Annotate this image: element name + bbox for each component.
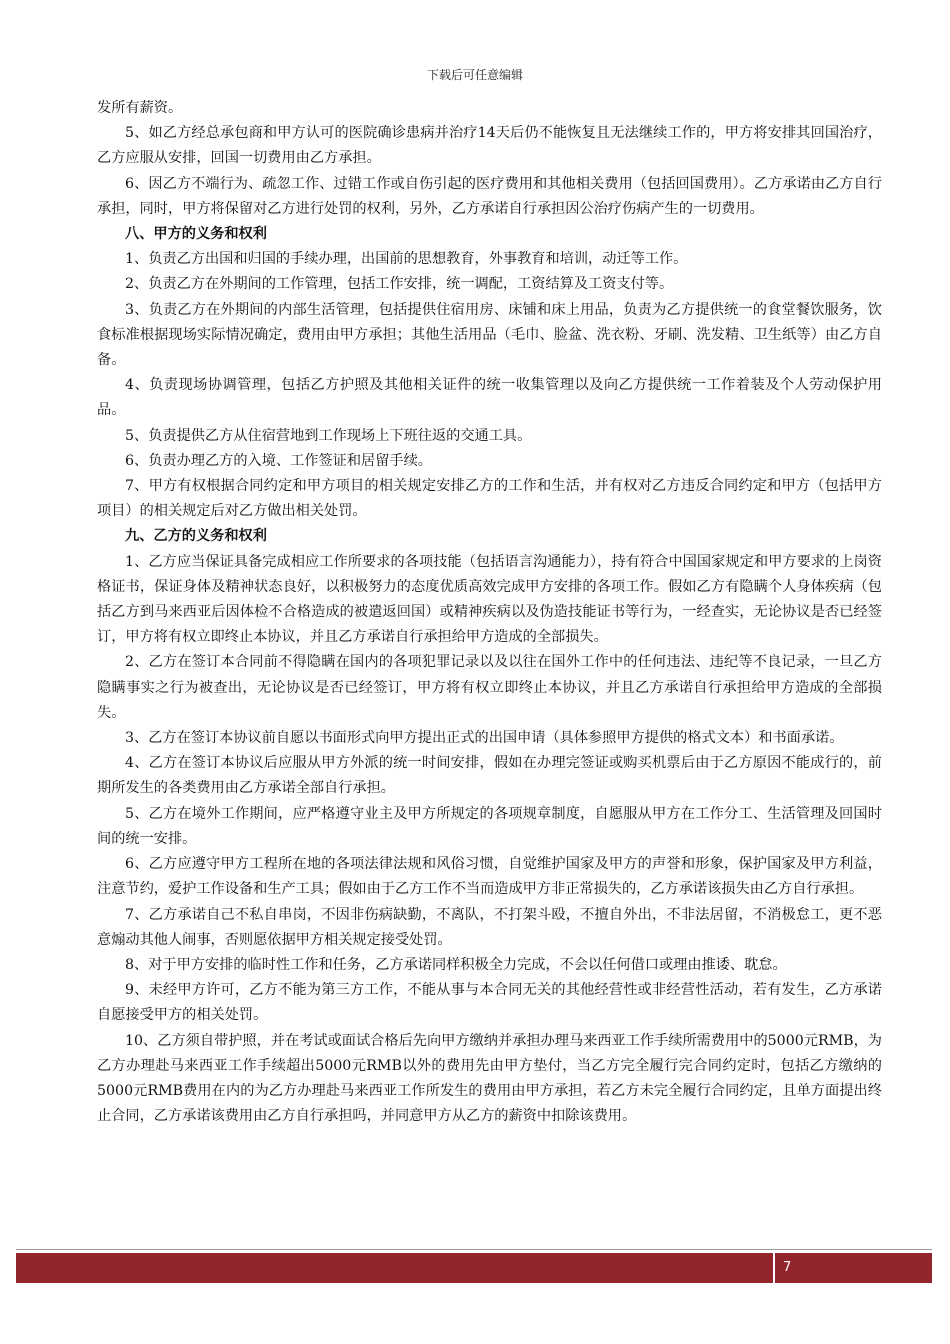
paragraph: 5、如乙方经总承包商和甲方认可的医院确诊患病并治疗14天后仍不能恢复且无法继续工作的，甲方将安排其回国治疗，乙方应服从安排，回国一切费用由乙方承担。	[97, 125, 882, 167]
paragraph: 发所有薪资。	[97, 100, 183, 116]
page-header: 下载后可任意编辑	[426, 68, 523, 82]
paragraph: 2、乙方在签订本合同前不得隐瞒在国内的各项犯罪记录以及以往在国外工作中的任何违法、违纪等不良记录，一旦乙方隐瞒事实之行为被查出，无论协议是否已经签订，甲方将有权立即终止本协议，并且乙方承诺自行承担给甲方造成的全部损失。	[97, 654, 882, 721]
paragraph: 3、负责乙方在外期间的内部生活管理，包括提供住宿用房、床铺和床上用品，负责为乙方提供统一的食堂餐饮服务，饮食标准根据现场实际情况确定，费用由甲方承担；其他生活用品（毛巾、脸盆、洗衣粉、牙刷、洗发精、卫生纸等）由乙方自备。	[97, 301, 882, 369]
paragraph: 10、乙方须自带护照，并在考试或面试合格后先向甲方缴纳并承担办理马来西亚工作手续所需费用中的5000元RMB，为乙方办理赴马来西亚工作手续超出5000元RMB以外的费用先由甲方垫付，当乙方完全履行完合同约定时，包括乙方缴纳的5000元RMB费用在内的为乙方办理赴马来西亚工作所发生的费用由甲方承担，若乙方未完全履行合同约定，且单方面提出终止合同，乙方承诺该费用由乙方自行承担吗，并同意甲方从乙方的薪资中扣除该费用。	[97, 1032, 882, 1125]
paragraph: 7、甲方有权根据合同约定和甲方项目的相关规定安排乙方的工作和生活，并有权对乙方违反合同约定和甲方（包括甲方项目）的相关规定后对乙方做出相关处罚。	[97, 478, 882, 520]
paragraph: 6、因乙方不端行为、疏忽工作、过错工作或自伤引起的医疗费用和其他相关费用（包括回国费用）。乙方承诺由乙方自行承担，同时，甲方将保留对乙方进行处罚的权利，另外，乙方承诺自行承担因公治疗伤病产生的一切费用。	[97, 175, 882, 217]
paragraph: 1、负责乙方出国和归国的手续办理，出国前的思想教育，外事教育和培训，动迁等工作。	[125, 251, 688, 268]
paragraph: 4、负责现场协调管理，包括乙方护照及其他相关证件的统一收集管理以及向乙方提供统一工作着装及个人劳动保护用品。	[97, 377, 882, 419]
document-body	[97, 96, 882, 1129]
paragraph: 5、负责提供乙方从住宿营地到工作现场上下班往返的交通工具。	[125, 427, 532, 444]
paragraph: 6、负责办理乙方的入境、工作签证和居留手续。	[125, 452, 432, 469]
page-number: 7	[773, 1253, 932, 1283]
paragraph: 9、未经甲方许可，乙方不能为第三方工作，不能从事与本合同无关的其他经营性或非经营性活动，若有发生，乙方承诺自愿接受甲方的相关处罚。	[97, 982, 882, 1024]
footer-divider	[16, 1249, 932, 1250]
paragraph: 4、乙方在签订本协议后应服从甲方外派的统一时间安排，假如在办理完签证或购买机票后由于乙方原因不能成行的，前期所发生的各类费用由乙方承诺全部自行承担。	[97, 755, 882, 797]
paragraph: 7、乙方承诺自己不私自串岗，不因非伤病缺勤，不离队，不打架斗殴，不擅自外出，不非法居留，不消极怠工，更不恶意煽动其他人闹事，否则愿依据甲方相关规定接受处罚。	[97, 906, 882, 948]
paragraph: 2、负责乙方在外期间的工作管理，包括工作安排，统一调配，工资结算及工资支付等。	[125, 276, 674, 293]
paragraph: 6、乙方应遵守甲方工程所在地的各项法律法规和风俗习惯，自觉维护国家及甲方的声誉和形象，保护国家及甲方利益，注意节约，爱护工作设备和生产工具；假如由于乙方工作不当而造成甲方非正常损失的，乙方承诺该损失由乙方自行承担。	[97, 856, 882, 898]
section-heading: 九、乙方的义务和权利	[125, 528, 267, 545]
paragraph: 3、乙方在签订本协议前自愿以书面形式向甲方提出正式的出国申请（具体参照甲方提供的格式文本）和书面承诺。	[125, 730, 844, 747]
footer-bar	[16, 1253, 773, 1283]
paragraph: 1、乙方应当保证具备完成相应工作所要求的各项技能（包括语言沟通能力），持有符合中国国家规定和甲方要求的上岗资格证书，保证身体及精神状态良好，以积极努力的态度优质高效完成甲方安排的各项工作。假如乙方有隐瞒个人身体疾病（包括乙方到马来西亚后因体检不合格造成的被遣返回国）或精神疾病以及伪造技能证书等行为，一经查实，无论协议是否已经签订，甲方将有权立即终止本协议，并且乙方承诺自行承担给甲方造成的全部损失。	[97, 553, 882, 646]
paragraph: 5、乙方在境外工作期间，应严格遵守业主及甲方所规定的各项规章制度，自愿服从甲方在工作分工、生活管理及回国时间的统一安排。	[97, 805, 882, 847]
section-heading: 八、甲方的义务和权利	[125, 226, 267, 243]
paragraph: 8、对于甲方安排的临时性工作和任务，乙方承诺同样积极全力完成，不会以任何借口或理由推诿、耽怠。	[125, 956, 787, 973]
